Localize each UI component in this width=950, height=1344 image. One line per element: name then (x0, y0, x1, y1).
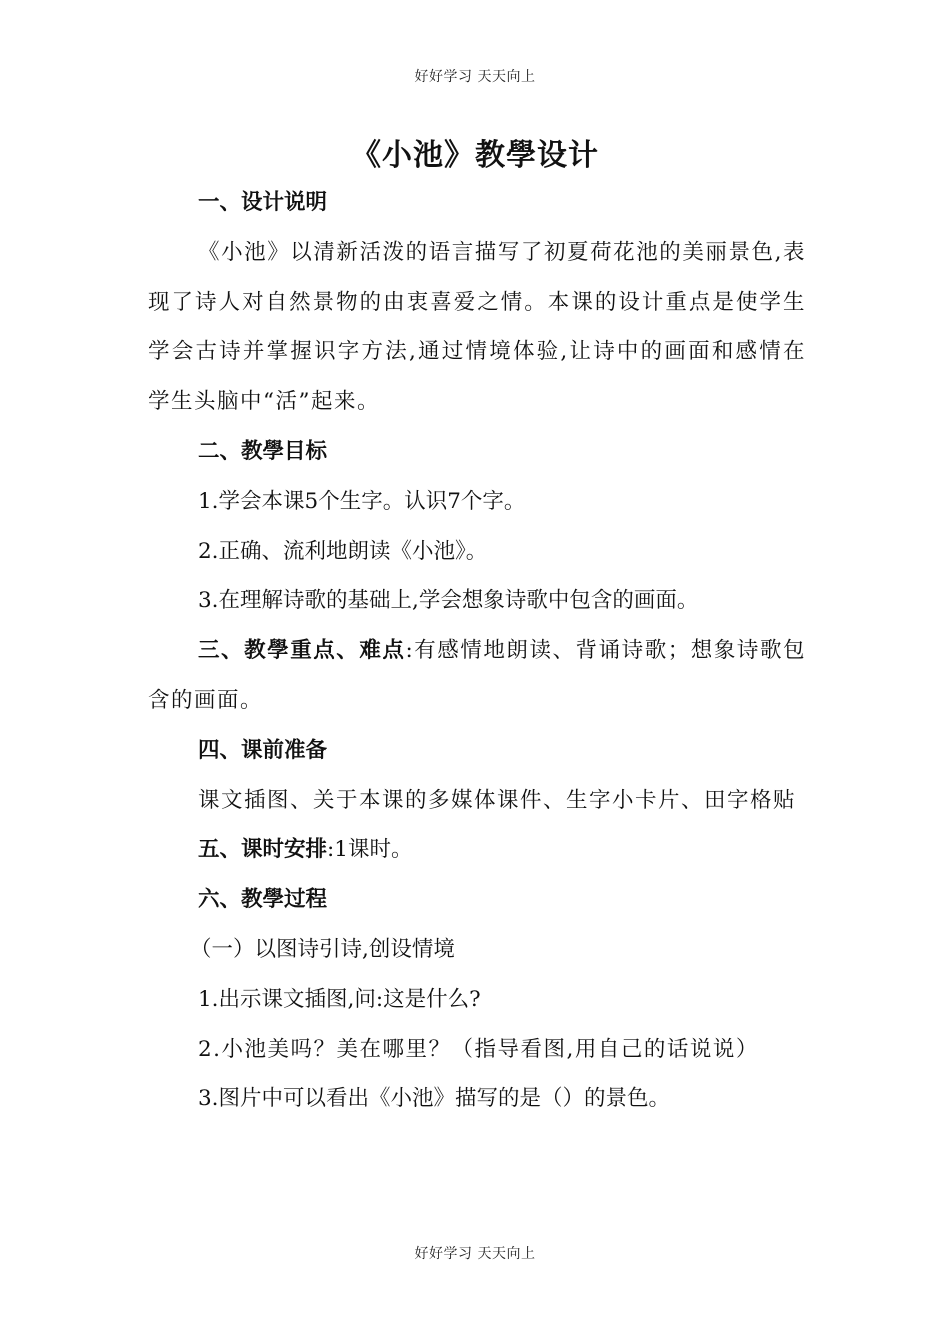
goal-item-2: 2.正确、流利地朗读《小池》。 (198, 538, 488, 564)
section-body-schedule: :1课时。 (327, 837, 413, 863)
section-heading-schedule: 五、课时安排 (198, 837, 328, 863)
page-header: 好好学习 天天向上 (414, 69, 536, 85)
section-heading-process: 六、教學过程 (198, 887, 328, 913)
section-body-key-points: :有感情地朗读、背诵诗歌；想象诗歌包含的画面。 (148, 638, 806, 713)
section-heading-preparation: 四、课前准备 (198, 737, 328, 763)
process-item-2: 2.小池美吗？美在哪里？（指导看图,用自己的话说说） (198, 1036, 759, 1062)
document-body (148, 178, 806, 1124)
section-heading-key-points: 三、教學重点、难点 (198, 638, 406, 664)
goal-item-3: 3.在理解诗歌的基础上,学会想象诗歌中包含的画面。 (198, 588, 699, 614)
section-body-preparation: 课文插图、关于本课的多媒体课件、生字小卡片、田字格贴 (198, 787, 797, 813)
process-subheading-1: （一）以图诗引诗,创设情境 (190, 936, 455, 962)
process-item-1: 1.出示课文插图,问:这是什么? (198, 986, 481, 1012)
section-schedule (148, 825, 806, 875)
document-title: 《小池》教學设计 (351, 138, 599, 173)
section-key-points (148, 626, 806, 726)
goal-item-1: 1.学会本课5个生字。认识7个字。 (198, 488, 526, 514)
process-item-3: 3.图片中可以看出《小池》描写的是（）的景色。 (198, 1086, 671, 1112)
page-footer: 好好学习 天天向上 (414, 1246, 536, 1262)
section-body-design-notes: 《小池》以清新活泼的语言描写了初夏荷花池的美丽景色,表现了诗人对自然景物的由衷喜爱之情。本课的设计重点是使学生学会古诗并掌握识字方法,通过情境体验,让诗中的画面和感情在学生头脑中“活”起来。 (148, 239, 806, 415)
section-heading-design-notes: 一、设计说明 (198, 190, 328, 215)
section-heading-teaching-goals: 二、教學目标 (198, 438, 328, 464)
